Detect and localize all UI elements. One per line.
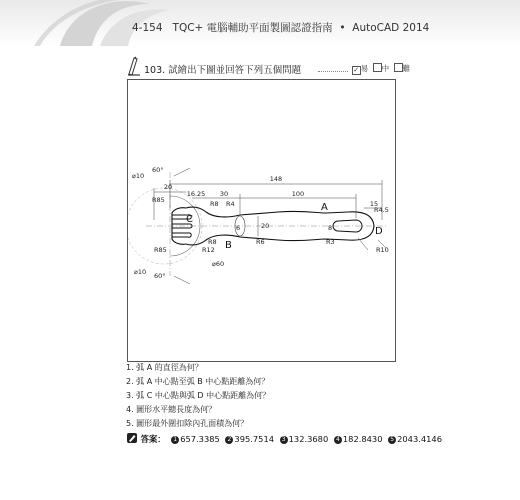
dim-angle-bottom: 60° (154, 272, 166, 280)
answer-option (225, 434, 274, 444)
dim-100: 100 (291, 190, 305, 198)
option-number: 1 (171, 436, 179, 444)
title-bullet: • (339, 22, 346, 34)
answer-option (388, 434, 442, 444)
question-item: 2. 弧 A 中心點至弧 B 中心點距離為何？ (126, 377, 270, 386)
option-value: 395.7514 (234, 434, 275, 444)
difficulty-label-hard: 難 (402, 64, 410, 73)
answer-option (334, 434, 383, 444)
point-letter-b: B (225, 240, 232, 251)
dim-r4: R4 (226, 200, 235, 208)
dim-r85-top: R85 (152, 196, 165, 204)
difficulty-checkbox-medium (373, 63, 382, 72)
dim-r6: R6 (256, 238, 265, 246)
point-letter-d: D (375, 226, 383, 237)
option-value: 132.3680 (288, 434, 329, 444)
dim-30: 30 (219, 190, 229, 198)
option-number: 5 (388, 436, 396, 444)
dim-20: 20 (163, 183, 173, 191)
dim-16-25: 16.25 (186, 190, 206, 198)
difficulty-label-medium: 中 (381, 64, 390, 73)
option-value: 2043.4146 (397, 434, 442, 444)
answer-pencil-icon (126, 432, 138, 444)
option-number: 4 (334, 436, 342, 444)
dim-r3: R3 (326, 238, 335, 246)
dim-r10: R10 (376, 246, 389, 254)
option-value: 657.3385 (180, 434, 220, 444)
dim-phi10-bottom: ⌀10 (134, 268, 147, 276)
point-letter-a: A (321, 202, 328, 213)
option-number: 3 (280, 436, 288, 444)
fork-technical-drawing (127, 79, 396, 362)
drawing-canvas (128, 80, 395, 361)
dim-r12: R12 (202, 246, 215, 254)
dim-8: 8 (328, 224, 333, 232)
answer-option (280, 434, 329, 444)
question-item: 4. 圖形水平總長度為何？ (126, 405, 217, 414)
title-leader-dots (318, 71, 348, 72)
question-title-row (126, 60, 410, 76)
answer-label: 答案： (140, 434, 166, 444)
dim-r8-bottom: R8 (208, 238, 217, 246)
dim-148: 148 (269, 175, 283, 183)
dim-6: 6 (236, 224, 241, 232)
question-item: 5. 圖形最外圍扣除內孔面積為何？ (126, 419, 249, 428)
question-item: 3. 弧 C 中心點與弧 D 中心點距離為何？ (126, 391, 271, 400)
question-item: 1. 弧 A 的直徑為何？ (126, 363, 203, 372)
dim-phi10-top: ⌀10 (132, 172, 145, 180)
dim-15: 15 (369, 200, 379, 208)
difficulty-label-easy: 易 (360, 64, 369, 73)
answer-option (171, 434, 220, 444)
software-name: AutoCAD 2014 (352, 22, 430, 34)
point-letter-c: C (186, 214, 193, 225)
question-title: 103. 試繪出下圖並回答下列五個問題 (144, 65, 302, 76)
dim-r8-top: R8 (210, 200, 219, 208)
pencil-hand-icon (126, 56, 142, 76)
dim-phi60: ⌀60 (212, 260, 225, 268)
dim-r4-5: R4.5 (374, 206, 389, 214)
book-title: TQC+ 電腦輔助平面製圖認證指南 (172, 22, 333, 34)
page-number: 4-154 (132, 22, 163, 34)
dim-angle-top: 60° (152, 166, 164, 174)
option-number: 2 (225, 436, 233, 444)
dim-20-neck: 20 (261, 222, 270, 230)
running-head (132, 20, 429, 35)
difficulty-rating (350, 63, 410, 75)
dim-r85-bottom: R85 (154, 246, 167, 254)
answer-row (126, 432, 445, 445)
difficulty-checkbox-easy: ✓ (353, 66, 360, 74)
difficulty-checkbox-hard (394, 63, 403, 72)
option-value: 182.8430 (342, 434, 383, 444)
